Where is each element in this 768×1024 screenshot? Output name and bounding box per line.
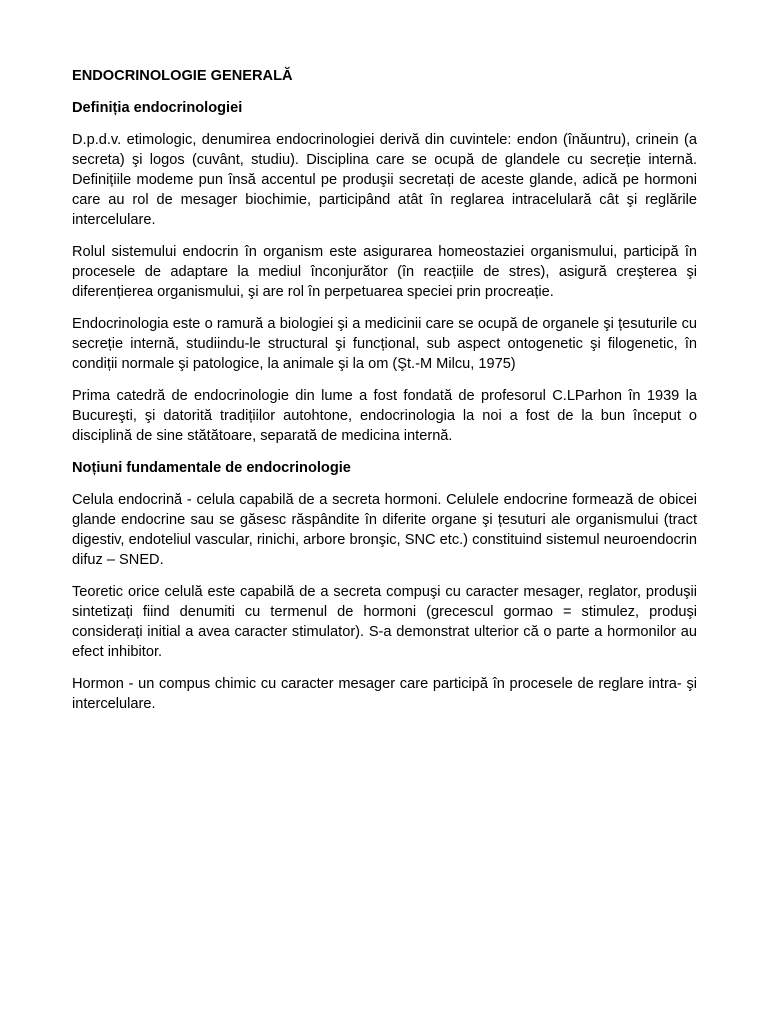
- document-page: [72, 66, 697, 726]
- paragraph: Hormon - un compus chimic cu caracter mesager care participă în procesele de reglare intra- şi intercelulare.: [72, 676, 697, 712]
- section-fundamentals: [72, 458, 697, 714]
- paragraph: Celula endocrină - celula capabilă de a secreta hormoni. Celulele endocrine formează de obicei glande endocrine sau se găsesc răspândite în diferite organe şi țesuturi ale organismului (tract digestiv, endoteliul vascular, rinichi, arbore bronşic, SNC etc.) constituind sistemul neuroendocrin difuz – SNED.: [72, 492, 697, 568]
- document-title: ENDOCRINOLOGIE GENERALĂ: [72, 68, 293, 84]
- section-heading: Noțiuni fundamentale de endocrinologie: [72, 460, 351, 476]
- paragraph: Endocrinologia este o ramură a biologiei şi a medicinii care se ocupă de organele şi țesuturile cu secreție internă, studiindu-le structural şi funcțional, sub aspect ontogenetic şi filogenetic, în condiții normale şi patologice, la animale şi la om (Şt.-M Milcu, 1975): [72, 316, 697, 372]
- section-heading: Definiția endocrinologiei: [72, 100, 243, 116]
- paragraph: Teoretic orice celulă este capabilă de a secreta compuşi cu caracter mesager, reglator, produşii sintetizați fiind denumiti cu termenul de hormoni (grecescul gormao = stimulez, produşi considerați initial a avea caracter stimulator). S-a demonstrat ulterior că o parte a hormonilor au efect inhibitor.: [72, 584, 697, 660]
- paragraph: D.p.d.v. etimologic, denumirea endocrinologiei derivă din cuvintele: endon (înăuntru), crinein (a secreta) şi logos (cuvânt, studiu). Disciplina care se ocupă de glandele cu secreție internă. Definițiile modeme pun însă accentul pe produşii secretați de aceste glande, adică pe hormoni care au rol de mesager biochimie, participând atât în reglarea intracelulară cât şi reglările intercelulare.: [72, 132, 697, 228]
- paragraph: Rolul sistemului endocrin în organism este asigurarea homeostaziei organismului, participă în procesele de adaptare la mediul înconjurător (în reacțiile de stres), asigură creşterea şi diferențierea organismului, şi are rol în perpetuarea speciei prin procreație.: [72, 244, 697, 300]
- section-definition: [72, 98, 697, 446]
- paragraph: Prima catedră de endocrinologie din lume a fost fondată de profesorul C.LParhon în 1939 la Bucureşti, şi datorită tradițiilor autohtone, endocrinologia la noi a fost de la bun început o disciplină de sine stătătoare, separată de medicina internă.: [72, 388, 697, 444]
